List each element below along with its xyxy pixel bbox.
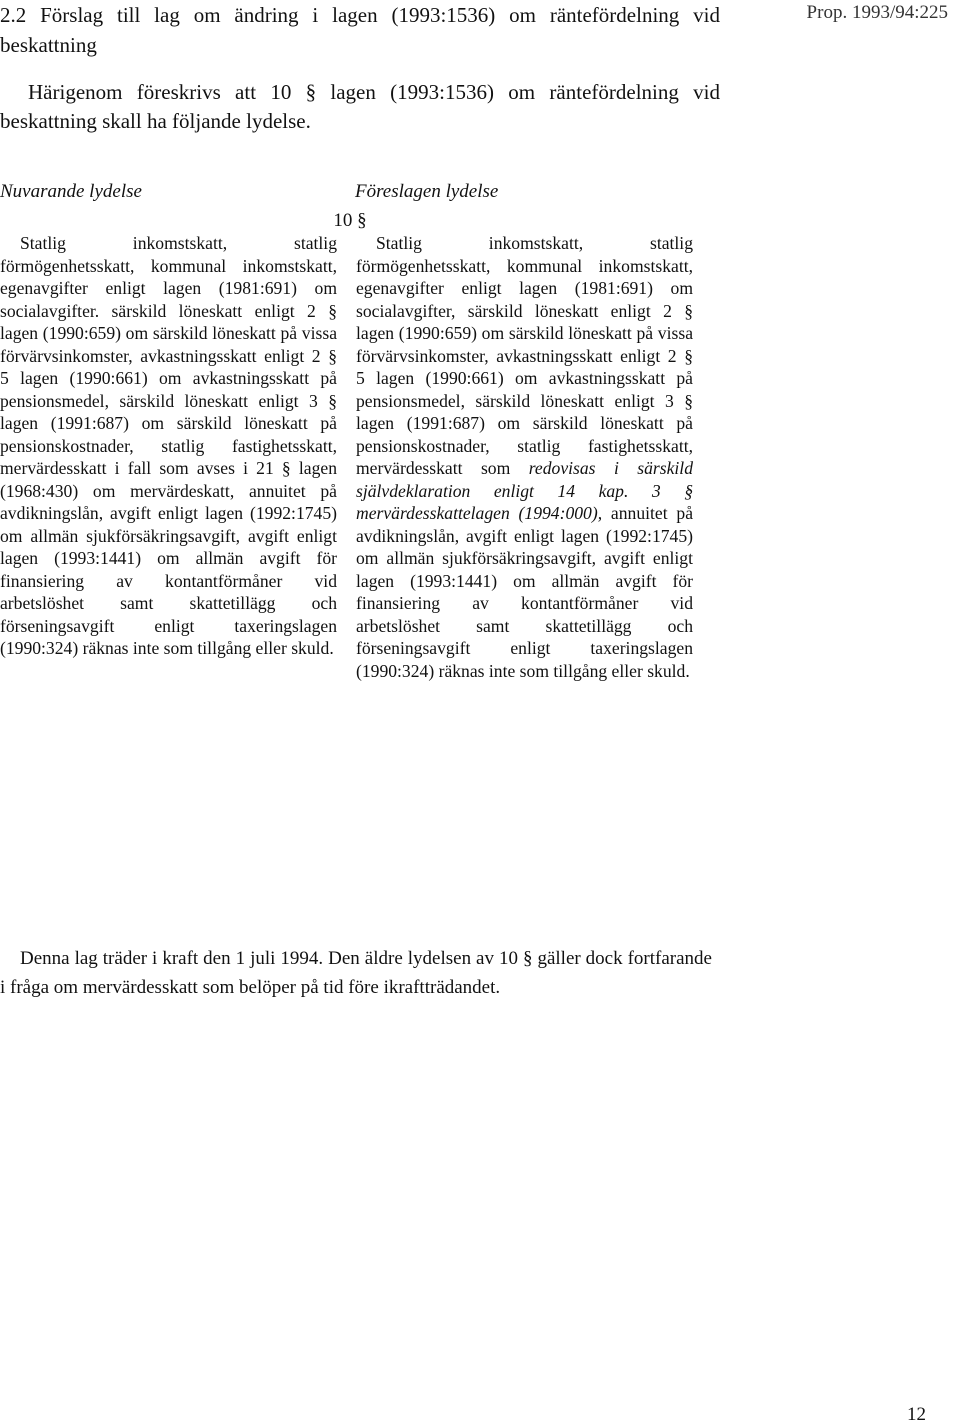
transitional-provision — [0, 944, 712, 1002]
proposition-reference: Prop. 1993/94:225 — [806, 2, 948, 23]
current-wording-heading: Nuvarande lydelse — [0, 181, 142, 202]
proposed-text-italic: redovisas i särskild självdeklaration enligt 14 kap. 3 § mervärdesskattelagen (1994:000), — [356, 458, 693, 523]
proposed-text-part-1: Statlig inkomstskatt, statlig förmögenhetsskatt, kommunal inkomstskatt, egenavgifter enligt lagen (1981:691) om socialavgifter, särskild löneskatt enligt 2 § lagen (1990:659) om särskild löneskatt på vissa förvärvsinkomster, avkastningsskatt enligt 2 § 5 lagen (1990:661) om avkastningsskatt på pensionsmedel, särskild löneskatt enligt 3 § lagen (1991:687) om särskild löneskatt på pensionskostnader, statlig fastighetsskatt, mervärdesskatt som — [356, 233, 693, 478]
section-heading: 2.2 Förslag till lag om ändring i lagen (1993:1536) om räntefördelning vid beskattning — [0, 3, 720, 57]
page-number: 12 — [907, 1404, 926, 1425]
intro-paragraph: Härigenom föreskrivs att 10 § lagen (1993:1536) om räntefördelning vid beskattning skall ha följande lydelse. — [0, 80, 720, 133]
current-wording-column — [0, 232, 337, 660]
proposed-text-part-2: annuitet på avdikningslån, avgift enligt lagen (1992:1745) om allmän sjukförsäkringsavgift, avgift enligt lagen (1993:1441) om allmän avgift för finansiering av kontantförmåner vid arbetslöshet samt skattetillägg och förseningsavgift enligt taxeringslagen (1990:324) räknas inte som tillgång eller skuld. — [356, 503, 693, 681]
current-wording-text: Statlig inkomstskatt, statlig förmögenhetsskatt, kommunal inkomstskatt, egenavgifter enligt lagen (1981:691) om socialavgifter. särskild löneskatt enligt 2 § lagen (1990:659) om särskild löneskatt på vissa förvärvsinkomster, avkastningsskatt enligt 2 § 5 lagen (1990:661) om avkastningsskatt på pensionsmedel, särskild löneskatt enligt 3 § lagen (1991:687) om särskild löneskatt på pensionskostnader, statlig fastighetsskatt, mervärdesskatt i fall som avses i 21 § lagen (1968:430) om mervärdeskatt, annuitet på avdikningslån, avgift enligt lagen (1992:1745) om allmän sjukförsäkringsavgift, avgift enligt lagen (1993:1441) om allmän avgift för finansiering av kontantförmåner vid arbetslöshet samt skattetillägg och förseningsavgift enligt taxeringslagen (1990:324) räknas inte som tillgång eller skuld. — [0, 233, 337, 658]
proposed-wording-text — [356, 232, 693, 682]
proposed-wording-heading: Föreslagen lydelse — [355, 181, 499, 202]
section-number: 10 § — [333, 210, 367, 231]
transitional-provision-text: Denna lag träder i kraft den 1 juli 1994. Den äldre lydelsen av 10 § gäller dock fortfarande i fråga om mervärdesskatt som belöper på tid före ikraftträdandet. — [0, 948, 712, 998]
proposed-wording-column — [356, 232, 693, 682]
